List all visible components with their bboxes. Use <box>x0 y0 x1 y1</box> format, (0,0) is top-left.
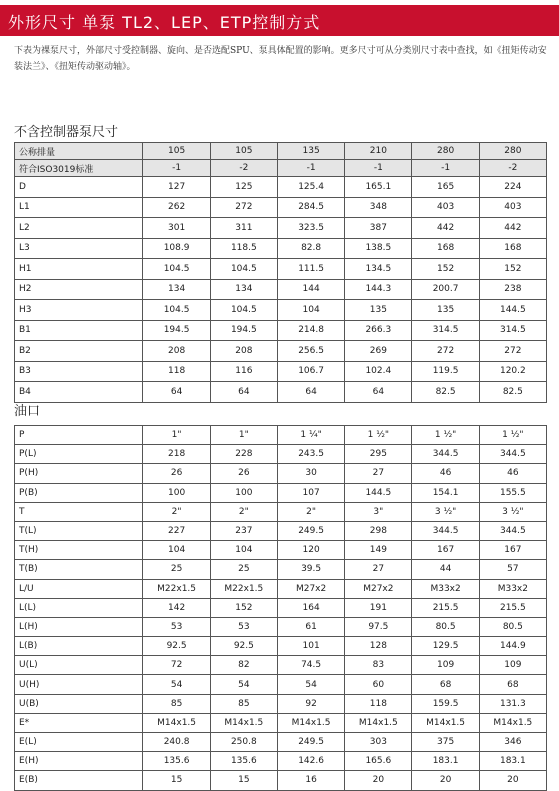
table-cell: 214.8 <box>277 320 344 341</box>
table-cell: 64 <box>143 382 210 403</box>
table-cell: 238 <box>479 279 546 300</box>
table-cell: 109 <box>412 656 479 675</box>
table-cell: 346 <box>479 733 546 752</box>
table-cell: 25 <box>143 560 210 579</box>
table-cell: 118 <box>143 361 210 382</box>
table-cell: 210 <box>345 143 412 160</box>
table-cell: 20 <box>479 771 546 790</box>
table-cell: 111.5 <box>277 259 344 280</box>
table-cell: 119.5 <box>412 361 479 382</box>
row-label: 符合ISO3019标准 <box>15 160 143 177</box>
table-cell: 30 <box>277 464 344 483</box>
table-cell: 64 <box>345 382 412 403</box>
table-cell: 144.5 <box>479 300 546 321</box>
table-cell: 344.5 <box>412 521 479 540</box>
table-cell: M14x1.5 <box>345 713 412 732</box>
table-cell: 256.5 <box>277 341 344 362</box>
table-cell: 82.5 <box>479 382 546 403</box>
table-cell: 142 <box>143 598 210 617</box>
table-cell: 442 <box>479 218 546 239</box>
table-cell: 100 <box>143 483 210 502</box>
table-cell: 165.1 <box>345 177 412 198</box>
table-row <box>15 259 547 280</box>
row-label: 公称排量 <box>15 143 143 160</box>
table-row <box>15 598 547 617</box>
row-label: L3 <box>15 238 143 259</box>
table-cell: 97.5 <box>345 617 412 636</box>
table-cell: 92.5 <box>143 637 210 656</box>
table-cell: 135 <box>412 300 479 321</box>
row-label: E* <box>15 713 143 732</box>
table-row <box>15 279 547 300</box>
table-cell: 64 <box>210 382 277 403</box>
table-row <box>15 177 547 198</box>
table-cell: 280 <box>412 143 479 160</box>
row-label: L(L) <box>15 598 143 617</box>
table-cell: M22x1.5 <box>210 579 277 598</box>
table-cell: 120.2 <box>479 361 546 382</box>
table-cell: 102.4 <box>345 361 412 382</box>
table-cell: 85 <box>143 694 210 713</box>
table-cell: 92 <box>277 694 344 713</box>
table-cell: 104 <box>143 541 210 560</box>
table-row <box>15 733 547 752</box>
row-label: L1 <box>15 197 143 218</box>
table-row <box>15 579 547 598</box>
table-cell: 54 <box>277 675 344 694</box>
table-cell: 295 <box>345 445 412 464</box>
table-cell: 144.9 <box>479 637 546 656</box>
table-cell: 82.5 <box>412 382 479 403</box>
table-cell: 3" <box>345 502 412 521</box>
table-row <box>15 656 547 675</box>
table-cell: 64 <box>277 382 344 403</box>
table-cell: 403 <box>479 197 546 218</box>
table-cell: 167 <box>412 541 479 560</box>
table-cell: 54 <box>210 675 277 694</box>
table-cell: 135 <box>345 300 412 321</box>
table-cell: 237 <box>210 521 277 540</box>
table-cell: 1" <box>143 426 210 445</box>
table-row <box>15 752 547 771</box>
table-cell: 80.5 <box>479 617 546 636</box>
table-cell: 155.5 <box>479 483 546 502</box>
table-cell: 104 <box>277 300 344 321</box>
table-cell: 183.1 <box>479 752 546 771</box>
table-row <box>15 713 547 732</box>
table-cell: 208 <box>210 341 277 362</box>
table-cell: 104.5 <box>210 300 277 321</box>
table-cell: 344.5 <box>412 445 479 464</box>
table-cell: 85 <box>210 694 277 713</box>
table-row <box>15 300 547 321</box>
table-cell: 1" <box>210 426 277 445</box>
table-cell: 298 <box>345 521 412 540</box>
row-label: U(B) <box>15 694 143 713</box>
table-cell: 134 <box>143 279 210 300</box>
table-cell: 152 <box>479 259 546 280</box>
table-cell: 134.5 <box>345 259 412 280</box>
table-row <box>15 560 547 579</box>
table-cell: 120 <box>277 541 344 560</box>
table-cell: 159.5 <box>412 694 479 713</box>
table-cell: M22x1.5 <box>143 579 210 598</box>
row-label: E(H) <box>15 752 143 771</box>
table-cell: 104.5 <box>143 300 210 321</box>
table-row <box>15 238 547 259</box>
row-label: B3 <box>15 361 143 382</box>
table-cell: M14x1.5 <box>479 713 546 732</box>
row-label: L(H) <box>15 617 143 636</box>
table-cell: 152 <box>210 598 277 617</box>
table-cell: 135.6 <box>210 752 277 771</box>
table-cell: M27x2 <box>345 579 412 598</box>
table-cell: 53 <box>210 617 277 636</box>
table-cell: 105 <box>143 143 210 160</box>
table-cell: 168 <box>479 238 546 259</box>
table-cell: 26 <box>210 464 277 483</box>
table-cell: 284.5 <box>277 197 344 218</box>
table-row <box>15 382 547 403</box>
table-cell: 125.4 <box>277 177 344 198</box>
table-cell: 107 <box>277 483 344 502</box>
table-row <box>15 320 547 341</box>
table-cell: M14x1.5 <box>143 713 210 732</box>
table-cell: 135 <box>277 143 344 160</box>
table-cell: 144.3 <box>345 279 412 300</box>
table-cell: 54 <box>143 675 210 694</box>
table-cell: 72 <box>143 656 210 675</box>
pump-dimensions-table <box>14 142 547 403</box>
table-cell: 249.5 <box>277 733 344 752</box>
table-cell: 164 <box>277 598 344 617</box>
table-cell: 26 <box>143 464 210 483</box>
table-cell: 243.5 <box>277 445 344 464</box>
table-cell: 127 <box>143 177 210 198</box>
table-cell: 15 <box>143 771 210 790</box>
table-cell: 92.5 <box>210 637 277 656</box>
table-cell: 303 <box>345 733 412 752</box>
table-cell: 314.5 <box>479 320 546 341</box>
table-cell: 2" <box>277 502 344 521</box>
row-label: T <box>15 502 143 521</box>
table-cell: 194.5 <box>143 320 210 341</box>
table-cell: 118.5 <box>210 238 277 259</box>
table-cell: 387 <box>345 218 412 239</box>
row-label: P(B) <box>15 483 143 502</box>
table-cell: 152 <box>412 259 479 280</box>
table-cell: 138.5 <box>345 238 412 259</box>
table-cell: 60 <box>345 675 412 694</box>
row-label: D <box>15 177 143 198</box>
table-cell: 135.6 <box>143 752 210 771</box>
table-cell: 2" <box>143 502 210 521</box>
table-cell: 344.5 <box>479 521 546 540</box>
table-cell: 149 <box>345 541 412 560</box>
table-row <box>15 521 547 540</box>
table-cell: 68 <box>479 675 546 694</box>
table-cell: 314.5 <box>412 320 479 341</box>
table-cell: 311 <box>210 218 277 239</box>
table-row <box>15 694 547 713</box>
table-cell: 3 ½" <box>412 502 479 521</box>
table-cell: 104.5 <box>143 259 210 280</box>
table-cell: 269 <box>345 341 412 362</box>
table-cell: -1 <box>412 160 479 177</box>
table-cell: 191 <box>345 598 412 617</box>
table-cell: M33x2 <box>412 579 479 598</box>
table-cell: 165 <box>412 177 479 198</box>
table-cell: 215.5 <box>479 598 546 617</box>
row-label: H3 <box>15 300 143 321</box>
table-cell: 129.5 <box>412 637 479 656</box>
table-cell: 215.5 <box>412 598 479 617</box>
table-cell: 100 <box>210 483 277 502</box>
table-row <box>15 675 547 694</box>
table-cell: 183.1 <box>412 752 479 771</box>
table-cell: 301 <box>143 218 210 239</box>
table-cell: 74.5 <box>277 656 344 675</box>
table-cell: 134 <box>210 279 277 300</box>
table-cell: 131.3 <box>479 694 546 713</box>
table-cell: 25 <box>210 560 277 579</box>
row-label: T(H) <box>15 541 143 560</box>
table-row <box>15 502 547 521</box>
table-cell: 167 <box>479 541 546 560</box>
table-cell: 46 <box>412 464 479 483</box>
table-cell: 128 <box>345 637 412 656</box>
row-label: P <box>15 426 143 445</box>
table-cell: 348 <box>345 197 412 218</box>
table-row <box>15 218 547 239</box>
table-cell: -2 <box>479 160 546 177</box>
table-header-row <box>15 143 547 160</box>
table-cell: 104 <box>210 541 277 560</box>
row-label: T(B) <box>15 560 143 579</box>
table-cell: 118 <box>345 694 412 713</box>
table-cell: 39.5 <box>277 560 344 579</box>
table-cell: 272 <box>210 197 277 218</box>
table-cell: 106.7 <box>277 361 344 382</box>
table-cell: 1 ½" <box>345 426 412 445</box>
table-cell: 53 <box>143 617 210 636</box>
table-cell: 125 <box>210 177 277 198</box>
table-cell: 3 ½" <box>479 502 546 521</box>
table-cell: 116 <box>210 361 277 382</box>
row-label: P(H) <box>15 464 143 483</box>
table-cell: 442 <box>412 218 479 239</box>
table-cell: 15 <box>210 771 277 790</box>
table-cell: 82.8 <box>277 238 344 259</box>
table-cell: 16 <box>277 771 344 790</box>
row-label: L2 <box>15 218 143 239</box>
table-cell: 168 <box>412 238 479 259</box>
table-cell: 27 <box>345 464 412 483</box>
table-cell: 228 <box>210 445 277 464</box>
table-cell: M14x1.5 <box>412 713 479 732</box>
table-cell: 218 <box>143 445 210 464</box>
table-cell: M27x2 <box>277 579 344 598</box>
table-cell: 1 ½" <box>412 426 479 445</box>
table-cell: 194.5 <box>210 320 277 341</box>
row-label: B4 <box>15 382 143 403</box>
page-title: 外形尺寸 单泵 TL2、LEP、ETP控制方式 <box>8 13 321 32</box>
table-cell: 83 <box>345 656 412 675</box>
table-cell: 375 <box>412 733 479 752</box>
table-cell: 80.5 <box>412 617 479 636</box>
pump-table-title: 不含控制器泵尺寸 <box>14 125 119 140</box>
table-row <box>15 771 547 790</box>
port-table-title: 油口 <box>14 404 41 419</box>
table-row <box>15 637 547 656</box>
table-row <box>15 361 547 382</box>
row-label: B1 <box>15 320 143 341</box>
row-label: U(L) <box>15 656 143 675</box>
table-cell: -1 <box>143 160 210 177</box>
row-label: L(B) <box>15 637 143 656</box>
table-cell: 272 <box>412 341 479 362</box>
port-dimensions-table <box>14 425 547 791</box>
table-cell: M14x1.5 <box>277 713 344 732</box>
table-cell: 154.1 <box>412 483 479 502</box>
table-cell: 105 <box>210 143 277 160</box>
table-cell: 44 <box>412 560 479 579</box>
table-cell: -1 <box>345 160 412 177</box>
table-cell: 109 <box>479 656 546 675</box>
table-cell: 20 <box>412 771 479 790</box>
table-cell: 227 <box>143 521 210 540</box>
table-cell: 2" <box>210 502 277 521</box>
table-row <box>15 445 547 464</box>
title-banner <box>0 5 559 36</box>
table-cell: M14x1.5 <box>210 713 277 732</box>
table-cell: 68 <box>412 675 479 694</box>
row-label: T(L) <box>15 521 143 540</box>
table-cell: 249.5 <box>277 521 344 540</box>
table-cell: 200.7 <box>412 279 479 300</box>
table-cell: 144.5 <box>345 483 412 502</box>
table-cell: 1 ¼" <box>277 426 344 445</box>
table-cell: 208 <box>143 341 210 362</box>
table-cell: 272 <box>479 341 546 362</box>
row-label: U(H) <box>15 675 143 694</box>
table-cell: M33x2 <box>479 579 546 598</box>
table-cell: 57 <box>479 560 546 579</box>
table-cell: 344.5 <box>479 445 546 464</box>
table-cell: 323.5 <box>277 218 344 239</box>
table-row <box>15 464 547 483</box>
table-cell: 262 <box>143 197 210 218</box>
table-cell: 20 <box>345 771 412 790</box>
table-row <box>15 541 547 560</box>
table-cell: 101 <box>277 637 344 656</box>
row-label: P(L) <box>15 445 143 464</box>
table-row <box>15 341 547 362</box>
row-label: B2 <box>15 341 143 362</box>
row-label: E(L) <box>15 733 143 752</box>
table-row <box>15 483 547 502</box>
table-cell: -2 <box>210 160 277 177</box>
table-cell: 240.8 <box>143 733 210 752</box>
table-cell: 82 <box>210 656 277 675</box>
row-label: E(B) <box>15 771 143 790</box>
table-cell: 224 <box>479 177 546 198</box>
table-header-row <box>15 160 547 177</box>
row-label: H2 <box>15 279 143 300</box>
table-cell: 266.3 <box>345 320 412 341</box>
table-cell: -1 <box>277 160 344 177</box>
table-cell: 104.5 <box>210 259 277 280</box>
table-cell: 250.8 <box>210 733 277 752</box>
table-cell: 142.6 <box>277 752 344 771</box>
table-row <box>15 197 547 218</box>
table-cell: 144 <box>277 279 344 300</box>
table-cell: 61 <box>277 617 344 636</box>
row-label: H1 <box>15 259 143 280</box>
table-cell: 403 <box>412 197 479 218</box>
table-cell: 108.9 <box>143 238 210 259</box>
table-cell: 1 ½" <box>479 426 546 445</box>
intro-paragraph: 下表为裸泵尺寸，外部尺寸受控制器、旋向、是否选配SPU、泵具体配置的影响。更多尺寸可从分类别尺寸表中查找，如《扭矩传动安装法兰》、《扭矩传动驱动轴》。 <box>14 46 547 72</box>
row-label: L/U <box>15 579 143 598</box>
table-row <box>15 426 547 445</box>
table-cell: 280 <box>479 143 546 160</box>
table-row <box>15 617 547 636</box>
table-cell: 46 <box>479 464 546 483</box>
table-cell: 27 <box>345 560 412 579</box>
table-cell: 165.6 <box>345 752 412 771</box>
